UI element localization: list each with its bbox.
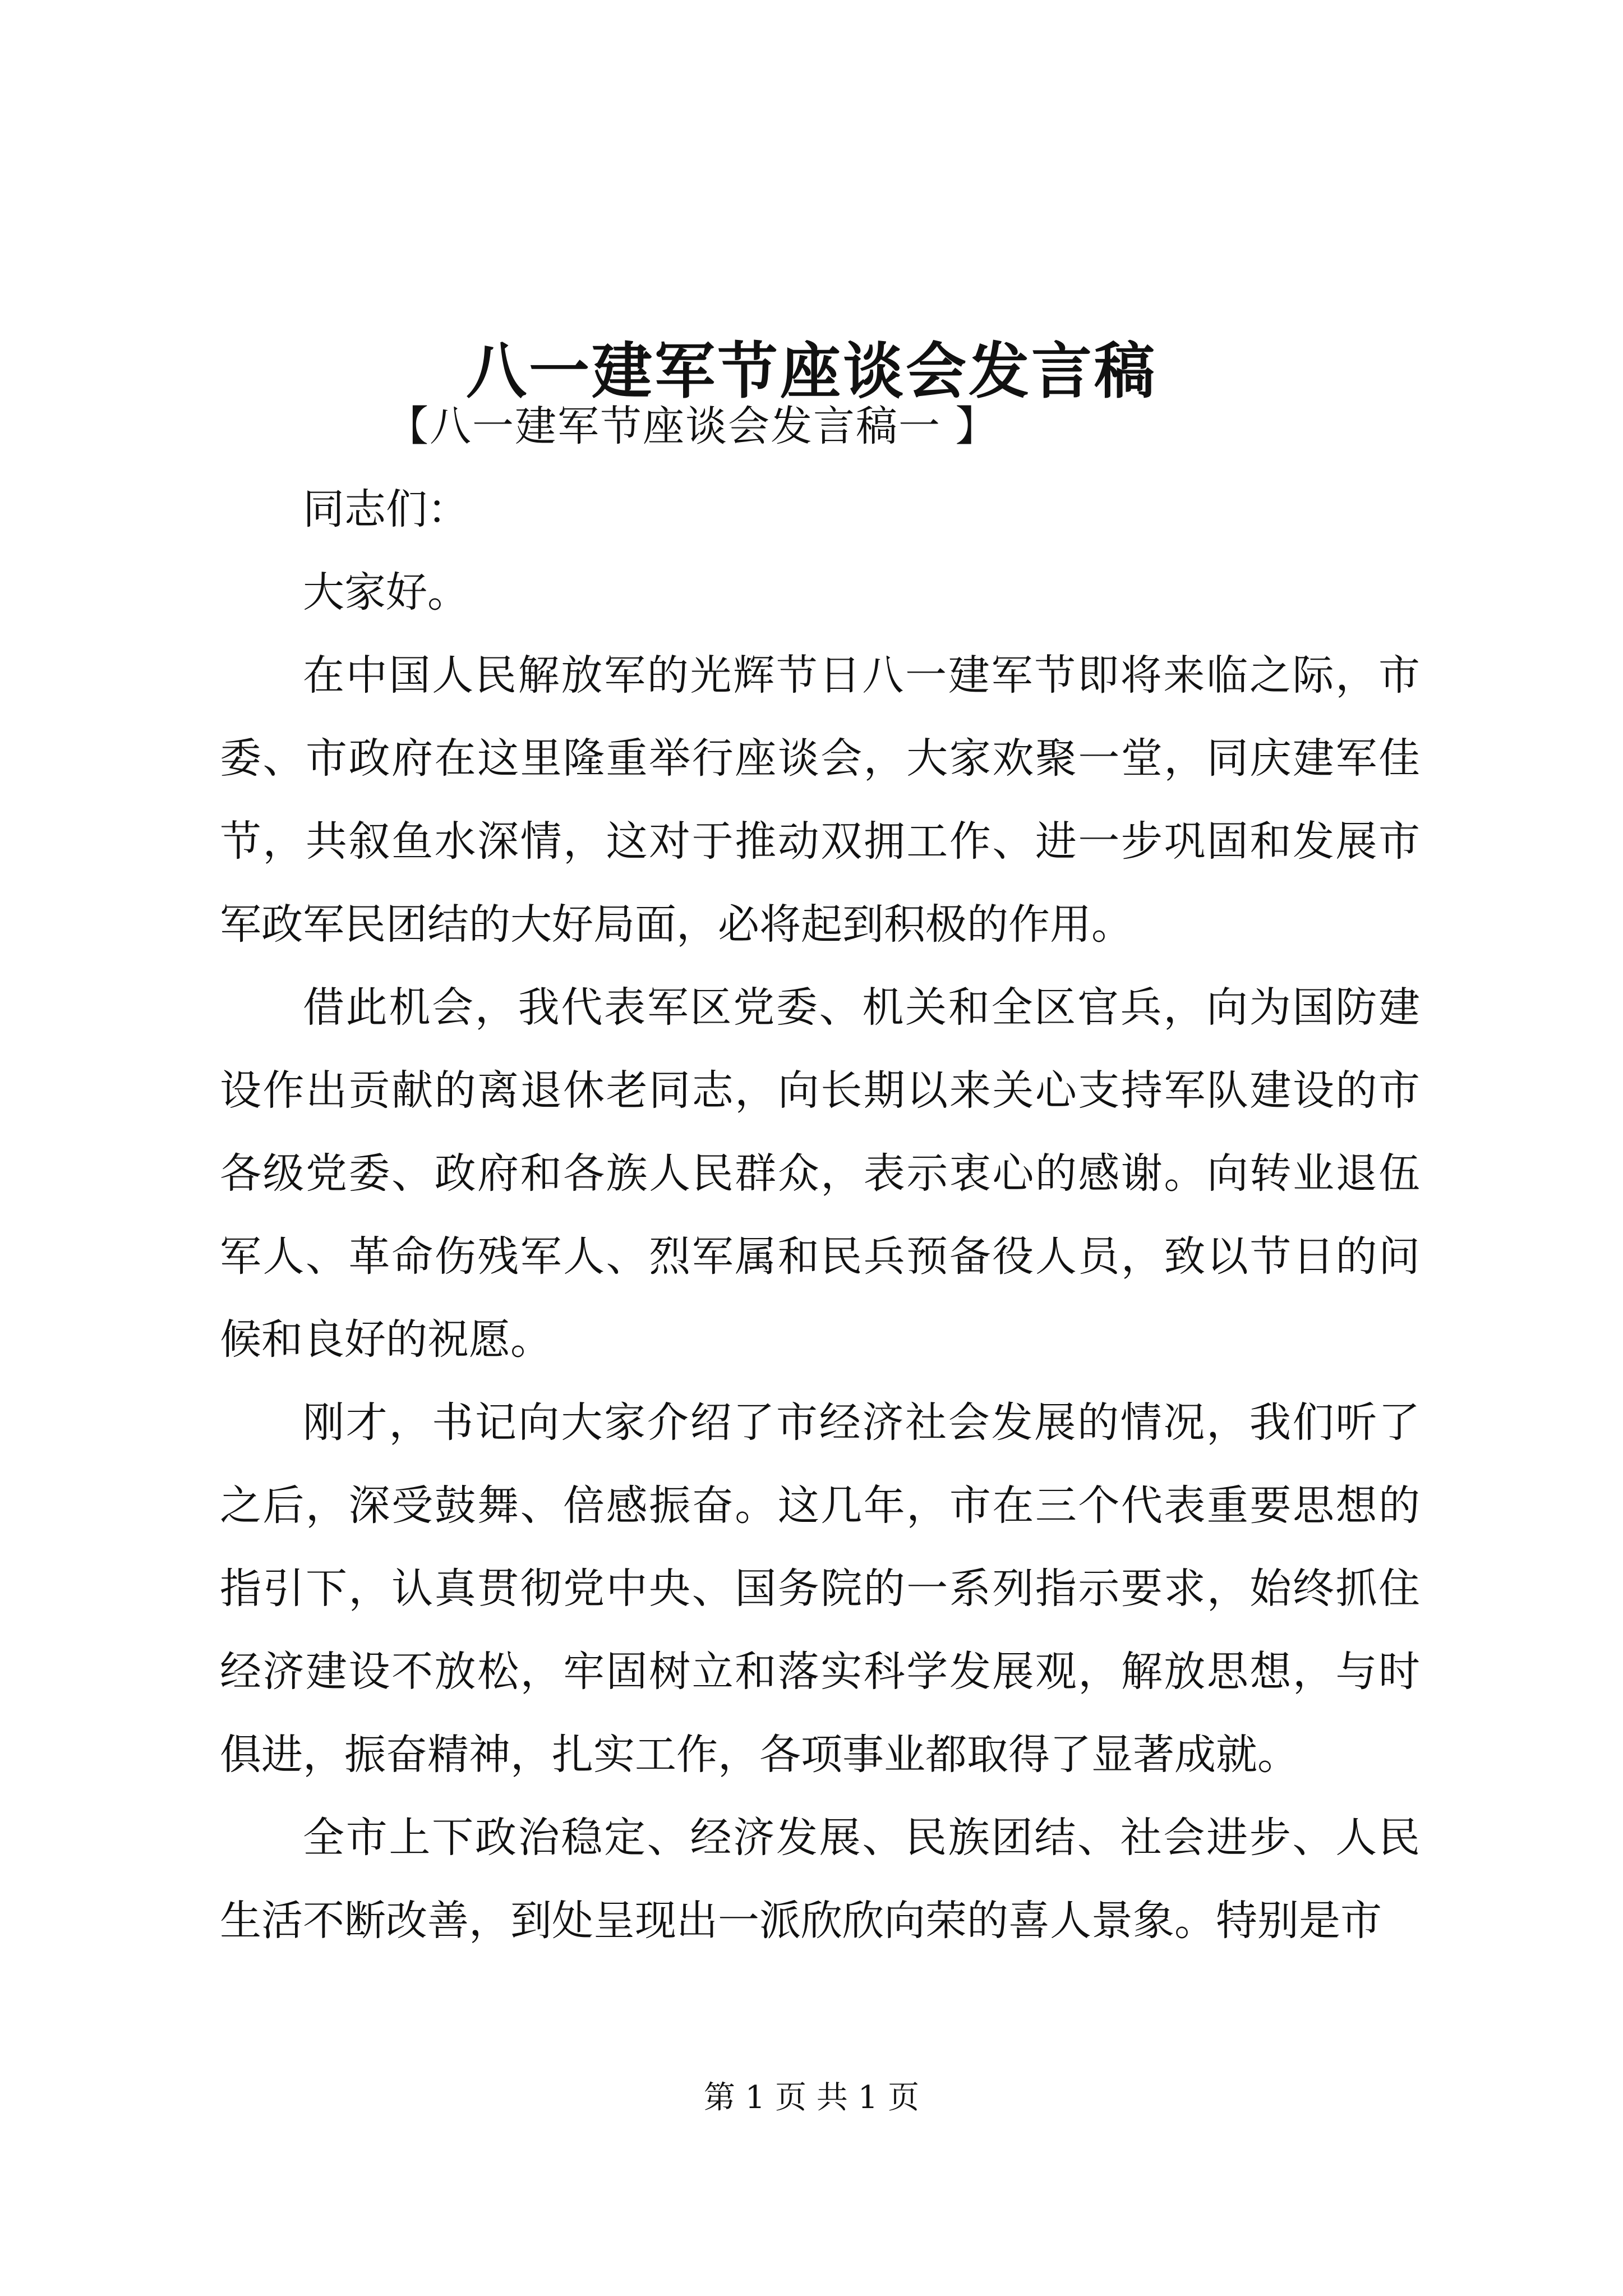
document-subtitle: 【八一建军节座谈会发言稿一 】 <box>387 402 998 450</box>
body-paragraph: 全市上下政治稳定、经济发展、民族团结、社会进步、人民生活不断改善，到处呈现出一派欣欣向荣的喜人景象。特别是市 <box>220 1814 1420 1945</box>
body-paragraph: 借此机会，我代表军区党委、机关和全区官兵，向为国防建设作出贡献的离退休老同志，向长期以来关心支持军队建设的市各级党委、政府和各族人民群众，表示衷心的感谢。向转业退伍军人、革命伤残军人、烈军属和民兵预备役人员，致以节日的问候和良好的祝愿。 <box>220 983 1420 1364</box>
document-title: 八一建军节座谈会发言稿 <box>465 336 1157 407</box>
document-body <box>220 385 1420 1962</box>
greeting: 大家好。 <box>303 568 469 616</box>
page-footer: 第 1 页 共 1 页 <box>703 2079 920 2116</box>
body-paragraph: 刚才，书记向大家介绍了市经济社会发展的情况，我们听了之后，深受鼓舞、倍感振奋。这几年，市在三个代表重要思想的指引下，认真贯彻党中央、国务院的一系列指示要求，始终抓住经济建设不放松，牢固树立和落实科学发展观，解放思想，与时俱进，振奋精神，扎实工作，各项事业都取得了显著成就。 <box>220 1398 1420 1779</box>
body-paragraph: 在中国人民解放军的光辉节日八一建军节即将来临之际，市委、市政府在这里隆重举行座谈会，大家欢聚一堂，同庆建军佳节，共叙鱼水深情，这对于推动双拥工作、进一步巩固和发展市军政军民团结的大好局面，必将起到积极的作用。 <box>220 651 1420 949</box>
salutation: 同志们： <box>303 485 469 533</box>
